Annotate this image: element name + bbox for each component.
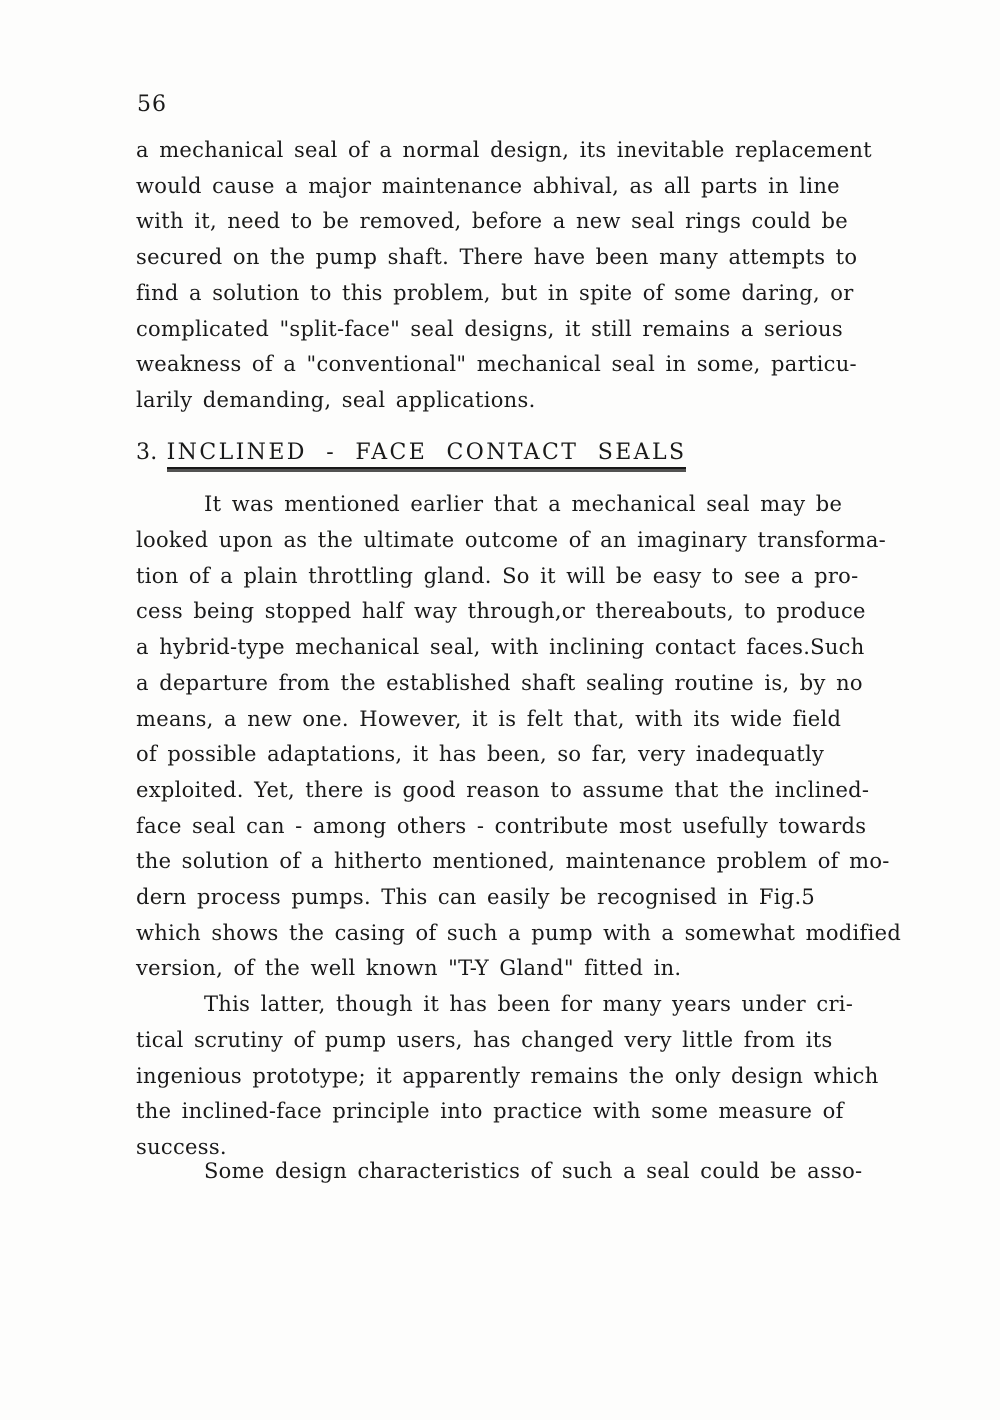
paragraph [136, 987, 884, 1166]
text-line: exploited. Yet, there is good reason to assume that the inclined- [136, 777, 870, 802]
text-line: weakness of a "conventional" mechanical seal in some, particu- [136, 352, 857, 377]
text-line: dern process pumps. This can easily be recognised in Fig.5 [136, 885, 816, 910]
text-line: Some design characteristics of such a seal could be asso- [204, 1158, 863, 1183]
text-line: the solution of a hitherto mentioned, maintenance problem of mo- [136, 849, 890, 874]
text-line: which shows the casing of such a pump with a somewhat modified [136, 920, 902, 945]
text-line: version, of the well known "T-Y Gland" fitted in. [136, 956, 682, 981]
text-line: tical scrutiny of pump users, has changed very little from its [136, 1027, 833, 1052]
text-line: a mechanical seal of a normal design, its inevitable replacement [136, 138, 872, 162]
section-number: 3. [136, 439, 158, 465]
text-line: face seal can - among others - contribute most usefully towards [136, 813, 867, 838]
text-line: looked upon as the ultimate outcome of an imaginary transforma- [136, 528, 887, 553]
text-line: a departure from the established shaft sealing routine is, by no [136, 670, 863, 695]
text-line: tion of a plain throttling gland. So it will be easy to see a pro- [136, 563, 859, 588]
text-line: It was mentioned earlier that a mechanical seal may be [204, 492, 843, 517]
text-line: a hybrid-type mechanical seal, with inclining contact faces.Such [136, 635, 865, 660]
section-title: INCLINED - FACE CONTACT SEALS [167, 440, 687, 469]
text-line: larily demanding, seal applications. [136, 387, 536, 412]
text-line: means, a new one. However, it is felt that, with its wide field [136, 706, 842, 731]
text-line: find a solution to this problem, but in spite of some daring, or [136, 280, 854, 305]
text-line: cess being stopped half way through,or thereabouts, to produce [136, 599, 866, 624]
text-line: secured on the pump shaft. There have been many attempts to [136, 245, 858, 270]
paragraph [136, 1154, 884, 1190]
text-line: success. [136, 1134, 227, 1159]
paragraph [136, 487, 902, 987]
text-column [136, 133, 902, 1189]
text-line: with it, need to be removed, before a new seal rings could be [136, 209, 848, 234]
text-line: would cause a major maintenance abhival, as all parts in line [136, 173, 840, 198]
text-line: the inclined-face principle into practice with some measure of [136, 1099, 844, 1124]
section-heading [136, 435, 884, 471]
text-line: complicated "split-face" seal designs, it still remains a serious [136, 316, 843, 341]
text-line: ingenious prototype; it apparently remains the only design which [136, 1063, 879, 1088]
paragraph [136, 133, 884, 419]
page-number: 56 [137, 92, 167, 117]
text-line: of possible adaptations, it has been, so far, very inadequatly [136, 742, 825, 767]
text-line: This latter, though it has been for many years under cri- [204, 992, 854, 1017]
